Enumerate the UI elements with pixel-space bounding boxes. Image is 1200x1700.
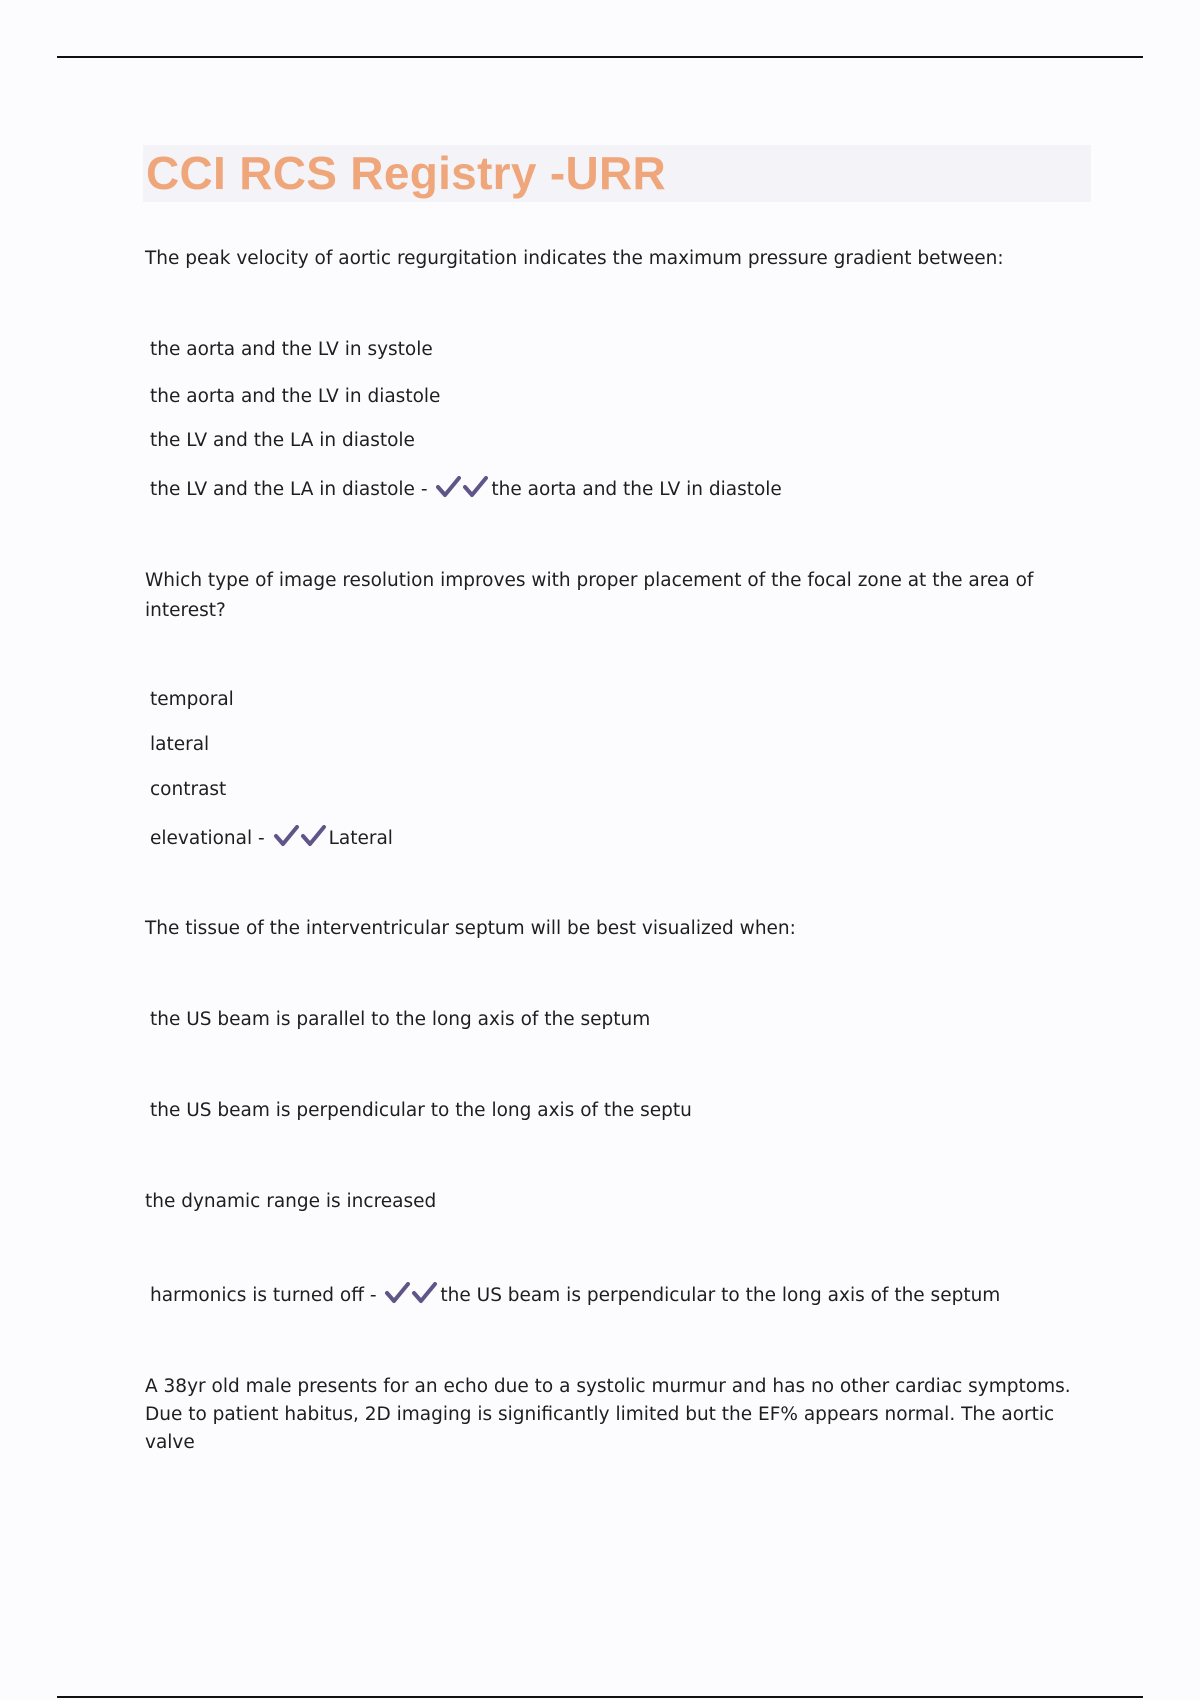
question-3-option-3: the dynamic range is increased [145,1191,437,1212]
question-2-option-1: temporal [150,689,234,710]
double-checkmark-icon [384,1282,438,1314]
question-3-prompt: The tissue of the interventricular septum will be best visualized when: [145,918,796,939]
checkmark-icon [384,1282,411,1304]
checkmark-icon [462,476,489,498]
question-1-option-3: the LV and the LA in diastole [150,430,415,451]
question-2-answer: Lateral [328,828,393,849]
question-1-answer: the aorta and the LV in diastole [491,479,782,500]
question-2-option-2: lateral [150,734,210,755]
question-3-option-2: the US beam is perpendicular to the long axis of the septu [150,1100,692,1121]
question-3-answer-line [150,1281,1000,1314]
checkmark-icon [435,476,462,498]
question-1-answer-line [150,475,782,508]
checkmark-icon [300,825,327,847]
question-1-answer-prefix: the LV and the LA in diastole - [150,479,428,500]
question-3-option-1: the US beam is parallel to the long axis of the septum [150,1009,651,1030]
bottom-rule [57,1696,1143,1698]
question-2-answer-line [150,824,393,857]
question-1-option-1: the aorta and the LV in systole [150,339,433,360]
double-checkmark-icon [273,825,327,857]
top-rule [57,56,1143,58]
question-3-answer-prefix: harmonics is turned off - [150,1285,377,1306]
question-2-option-3: contrast [150,779,227,800]
document-title: CCI RCS Registry -URR [146,147,667,199]
question-1-prompt: The peak velocity of aortic regurgitation indicates the maximum pressure gradient between: [145,248,1004,269]
question-2-prompt: Which type of image resolution improves with proper placement of the focal zone at the area of interest? [145,570,1034,621]
question-3-answer: the US beam is perpendicular to the long axis of the septum [440,1285,1001,1306]
question-1-option-2: the aorta and the LV in diastole [150,386,441,407]
checkmark-icon [273,825,300,847]
question-4-prompt: A 38yr old male presents for an echo due to a systolic murmur and has no other cardiac symptoms. Due to patient habitus, 2D imaging is significantly limited but the EF% appears normal. The aortic valve [145,1376,1071,1453]
question-2-answer-prefix: elevational - [150,828,265,849]
double-checkmark-icon [435,476,489,508]
checkmark-icon [411,1282,438,1304]
